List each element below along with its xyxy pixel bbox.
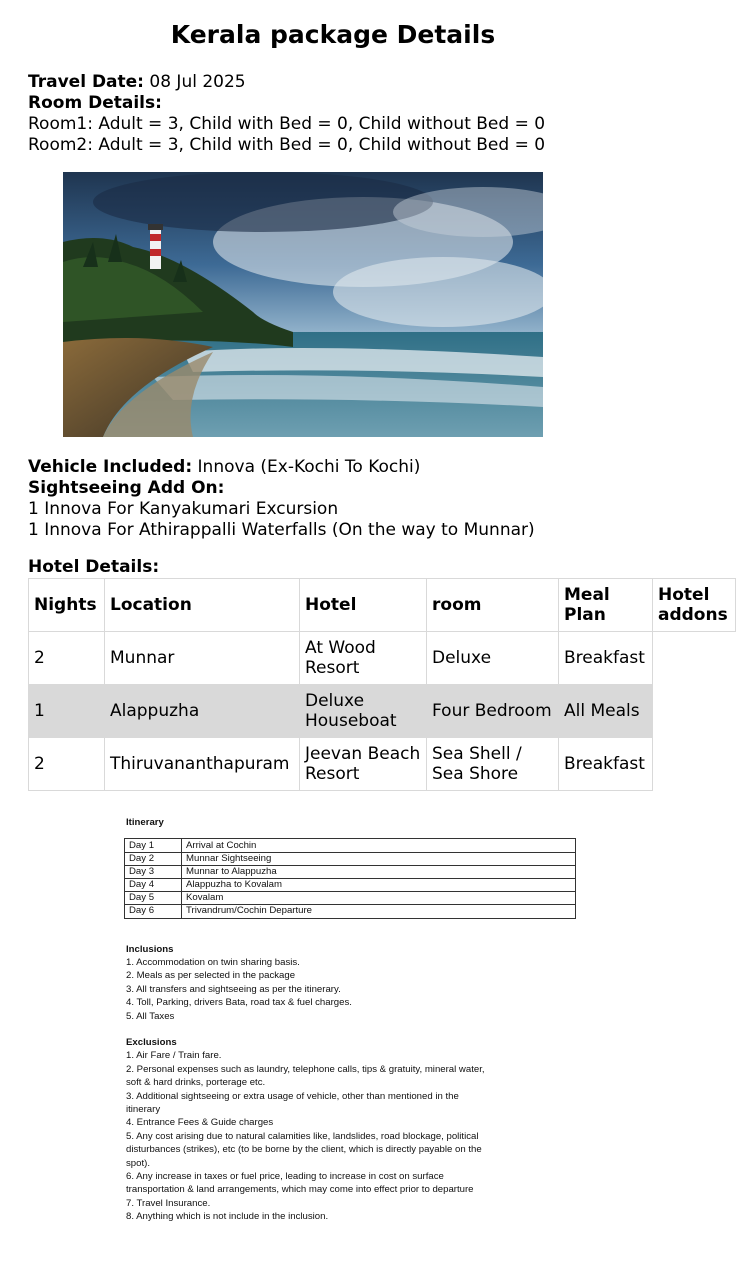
list-item: 5. All Taxes: [126, 1010, 175, 1022]
list-item: 7. Travel Insurance.: [126, 1197, 211, 1209]
day-cell: Day 6: [125, 905, 182, 918]
itinerary-heading: Itinerary: [126, 817, 164, 828]
table-cell: Munnar: [105, 632, 300, 685]
list-item: 8. Anything which is not include in the inclusion.: [126, 1211, 329, 1223]
sightseeing-item: 1 Innova For Kanyakumari Excursion: [28, 499, 339, 519]
sightseeing-label: Sightseeing Add On:: [28, 478, 225, 498]
day-cell: Day 3: [125, 865, 182, 878]
table-cell: Thiruvananthapuram: [105, 738, 300, 791]
kerala-beach-lighthouse-photo: [63, 172, 543, 437]
table-row: [125, 892, 576, 905]
table-row: [125, 852, 576, 865]
table-cell: 2: [29, 632, 105, 685]
travel-date-label: Travel Date:: [28, 72, 144, 92]
vehicle-label: Vehicle Included:: [28, 457, 193, 477]
table-row: [29, 738, 736, 791]
room-details-label: Room Details:: [28, 93, 162, 113]
column-header: Location: [105, 579, 300, 632]
exclusions-section: [126, 1036, 486, 1224]
list-item: 4. Toll, Parking, drivers Bata, road tax & fuel charges.: [126, 997, 352, 1009]
activity-cell: Arrival at Cochin: [182, 839, 576, 852]
day-cell: Day 2: [125, 852, 182, 865]
table-row: [125, 878, 576, 891]
table-row: [125, 865, 576, 878]
day-cell: Day 4: [125, 878, 182, 891]
sightseeing-item: 1 Innova For Athirappalli Waterfalls (On the way to Munnar): [28, 520, 535, 540]
table-cell: Breakfast: [559, 738, 653, 791]
transport-section: [28, 457, 535, 541]
hotel-details-label: Hotel Details:: [28, 557, 160, 577]
list-item: 6. Any increase in taxes or fuel price, leading to increase in cost on surface transportation & land arrangements, which may come into effect prior to departure: [126, 1171, 474, 1196]
list-item: 2. Meals as per selected in the package: [126, 970, 296, 982]
embedded-itinerary-document: [126, 816, 596, 1224]
activity-cell: Alappuzha to Kovalam: [182, 878, 576, 891]
table-cell: Four Bedroom: [427, 685, 559, 738]
activity-cell: Kovalam: [182, 892, 576, 905]
table-cell: Sea Shell / Sea Shore: [427, 738, 559, 791]
table-cell: 2: [29, 738, 105, 791]
page-title: Kerala package Details: [170, 20, 496, 49]
inclusions-section: [126, 943, 596, 1023]
vehicle-line: [28, 457, 535, 478]
day-cell: Day 1: [125, 839, 182, 852]
column-header: room: [427, 579, 559, 632]
room-line: Room2: Adult = 3, Child with Bed = 0, Child without Bed = 0: [28, 135, 546, 155]
table-cell: 1: [29, 685, 105, 738]
table-cell: Deluxe Houseboat: [300, 685, 427, 738]
inclusions-heading: Inclusions: [126, 943, 174, 955]
exclusions-heading: Exclusions: [126, 1036, 177, 1048]
day-cell: Day 5: [125, 892, 182, 905]
column-header: Nights: [29, 579, 105, 632]
table-row: [125, 839, 576, 852]
list-item: 2. Personal expenses such as laundry, telephone calls, tips & gratuity, mineral water, soft & hard drinks, porterage etc.: [126, 1063, 485, 1089]
list-item: 3. All transfers and sightseeing as per the itinerary.: [126, 983, 341, 995]
list-item: 1. Accommodation on twin sharing basis.: [126, 956, 300, 968]
itinerary-table: [124, 838, 576, 918]
list-item: 4. Entrance Fees & Guide charges: [126, 1117, 274, 1129]
trip-info: [28, 72, 545, 156]
table-cell: Deluxe: [427, 632, 559, 685]
activity-cell: Munnar to Alappuzha: [182, 865, 576, 878]
room-line: Room1: Adult = 3, Child with Bed = 0, Child without Bed = 0: [28, 114, 546, 134]
column-header: Meal Plan: [559, 579, 653, 632]
list-item: 5. Any cost arising due to natural calamities like, landslides, road blockage, political disturbances (strikes), etc (to be borne by the client, which is directly payable on the spot).: [126, 1130, 482, 1169]
list-item: 3. Additional sightseeing or extra usage of vehicle, other than mentioned in the itinerary: [126, 1090, 459, 1115]
travel-date-line: [28, 72, 545, 93]
vehicle-value: Innova (Ex-Kochi To Kochi): [197, 457, 421, 477]
travel-date-value: 08 Jul 2025: [149, 72, 246, 92]
table-cell: At Wood Resort: [300, 632, 427, 685]
table-cell: All Meals: [559, 685, 653, 738]
table-cell: Breakfast: [559, 632, 653, 685]
column-header: Hotel: [300, 579, 427, 632]
activity-cell: Trivandrum/Cochin Departure: [182, 905, 576, 918]
table-row: [29, 685, 736, 738]
table-row: [125, 905, 576, 918]
activity-cell: Munnar Sightseeing: [182, 852, 576, 865]
list-item: 1. Air Fare / Train fare.: [126, 1050, 222, 1062]
hotel-table-header: [29, 579, 736, 632]
table-row: [29, 632, 736, 685]
hotel-table: [28, 578, 736, 791]
column-header: Hotel addons: [653, 579, 736, 632]
table-cell: Alappuzha: [105, 685, 300, 738]
table-cell: Jeevan Beach Resort: [300, 738, 427, 791]
